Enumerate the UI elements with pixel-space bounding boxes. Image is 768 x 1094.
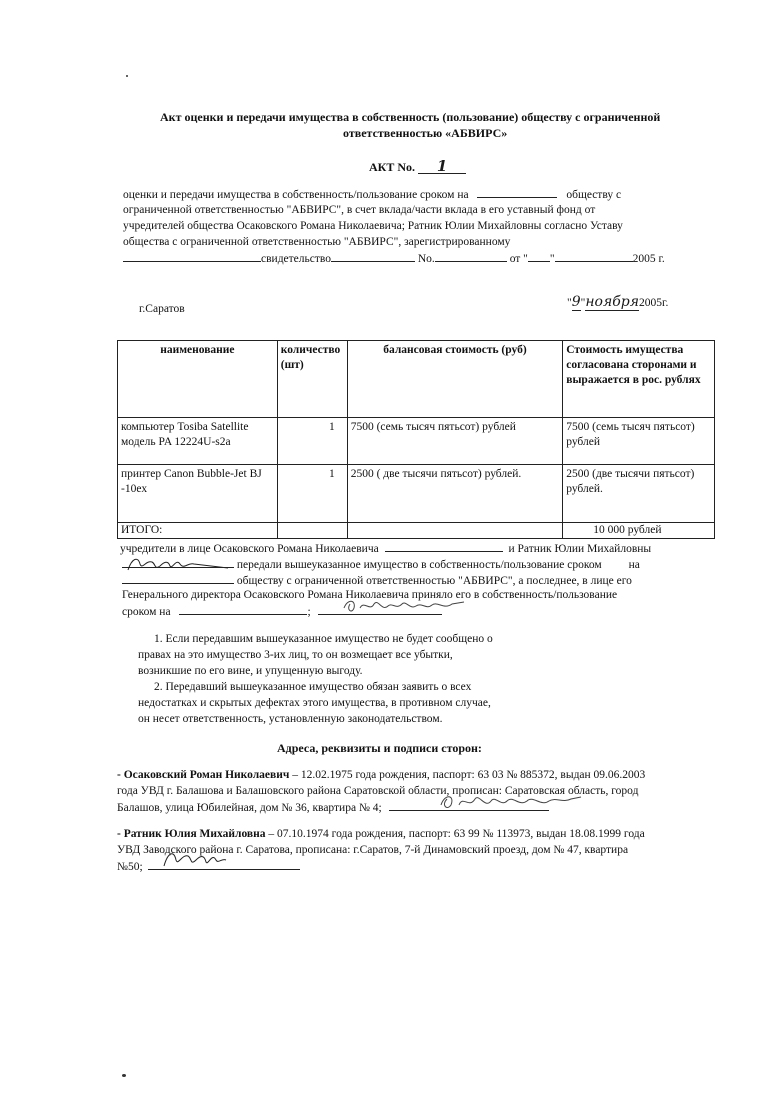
blank bbox=[528, 250, 550, 262]
transfer-line1-text: учредители в лице Осаковского Романа Николаевича bbox=[120, 543, 379, 555]
quote: " bbox=[549, 253, 555, 265]
intro-line5 bbox=[123, 250, 665, 267]
party1-line2: года УВД г. Балашова и Балашовского района Саратовской области, прописан: Саратовская область, город bbox=[117, 785, 639, 797]
transfer-line4: Генерального директора Осаковского Романа Николаевича приняло его в собственность/пользование bbox=[122, 589, 618, 601]
transfer-line2-end: на bbox=[628, 559, 640, 571]
party1-details: – 12.02.1975 года рождения, паспорт: 63 03 № 885372, выдан 09.06.2003 bbox=[289, 769, 646, 781]
document-date bbox=[567, 294, 668, 311]
party1-address: Балашов, улица Юбилейная, дом № 36, квартира № 4; bbox=[117, 802, 382, 814]
date-quote-open: " bbox=[567, 297, 572, 309]
date-quote-close: " bbox=[580, 297, 586, 309]
intro-line3: учредителей общества Осаковского Романа Николаевича; Ратник Юлии Михайловны согласно Уставу bbox=[123, 220, 623, 232]
empty-cell bbox=[277, 523, 347, 539]
act-label-text: АКТ No. bbox=[369, 160, 416, 174]
transfer-line2-text: передали вышеуказанное имущество в собственность/пользование сроком bbox=[236, 559, 602, 571]
item-quantity: 1 bbox=[277, 418, 347, 465]
item-quantity: 1 bbox=[277, 465, 347, 523]
certificate-label: свидетельство bbox=[261, 253, 331, 265]
item-balance-value: 7500 (семь тысяч пятьсот) рублей bbox=[347, 418, 563, 465]
date-day: 9 bbox=[571, 294, 581, 310]
intro-line4: общества с ограниченной ответственностью "АБВИРС", зарегистрированному bbox=[123, 236, 511, 248]
item-name: компьютер Tosiba Satellite модель PA 12224U-s2a bbox=[118, 418, 278, 465]
header-agreed-value: Стоимость имущества согласована сторонами и выражается в рос. рублях bbox=[563, 341, 715, 418]
number-label: No. bbox=[417, 253, 435, 265]
party1-line1 bbox=[117, 767, 645, 783]
item-name: принтер Canon Bubble-Jet BJ -10ex bbox=[118, 465, 278, 523]
table-total-row bbox=[118, 523, 715, 539]
signature-osakovsky-2 bbox=[435, 791, 585, 813]
item-balance-value: 2500 ( две тысячи пятьсот) рублей. bbox=[347, 465, 563, 523]
clause-2-line3: он несет ответственность, установленную законодательством. bbox=[138, 713, 443, 725]
signature-ratnik-2 bbox=[160, 848, 230, 872]
term-blank bbox=[477, 186, 557, 198]
party2-line2: УВД Заводского района г. Саратова, прописана: г.Саратов, 7-й Динамовский проезд, дом № 47, квартира bbox=[117, 844, 629, 856]
header-quantity: количество (шт) bbox=[277, 341, 347, 418]
clause-1-line2: правах на это имущество 3-их лиц, то он возмещает все убытки, bbox=[138, 649, 453, 661]
semicolon: ; bbox=[307, 606, 311, 618]
party2-name: - Ратник Юлия Михайловна bbox=[117, 828, 266, 840]
clause-2-line2: недостатках и скрытых дефектах этого имущества, в противном случае, bbox=[138, 697, 491, 709]
speck bbox=[126, 75, 128, 77]
term-blank bbox=[179, 603, 307, 615]
date-from-label: от " bbox=[509, 253, 528, 265]
table-row bbox=[118, 418, 715, 465]
intro-line2: ограниченной ответственностью "АБВИРС", в счет вклада/части вклада в его уставный фонд от bbox=[123, 204, 596, 216]
intro-line1-end: обществу с bbox=[566, 189, 622, 201]
transfer-line1-end: и Ратник Юлии Михайловны bbox=[508, 543, 652, 555]
act-number: 1 bbox=[418, 159, 466, 174]
intro-line1 bbox=[123, 186, 621, 203]
party1-name: - Осаковский Роман Николаевич bbox=[117, 769, 290, 781]
signature-blank bbox=[122, 556, 234, 568]
header-balance-value: балансовая стоимость (руб) bbox=[347, 341, 563, 418]
blank bbox=[123, 250, 261, 262]
document-title-line1: Акт оценки и передачи имущества в собственность (пользование) обществу с ограниченной bbox=[160, 110, 661, 124]
transfer-line3-text: обществу с ограниченной ответственностью "АБВИРС", а последнее, в лице его bbox=[236, 575, 632, 587]
signature-osakovsky-1 bbox=[340, 596, 470, 616]
speck bbox=[122, 1074, 126, 1077]
party2-address: №50; bbox=[117, 861, 143, 873]
intro-line1-text: оценки и передачи имущества в собственность/пользование сроком на bbox=[123, 189, 469, 201]
header-name: наименование bbox=[118, 341, 278, 418]
clause-1-line3: возникшие по его вине, и упущенную выгоду. bbox=[138, 665, 363, 677]
item-agreed-value: 2500 (две тысячи пятьсот) рублей. bbox=[563, 465, 715, 523]
table-row bbox=[118, 465, 715, 523]
blank bbox=[435, 250, 507, 262]
property-table bbox=[117, 340, 715, 539]
document-title-line2: ответственностью «АБВИРС» bbox=[343, 126, 508, 140]
party2-details: – 07.10.1974 года рождения, паспорт: 63 99 № 113973, выдан 18.08.1999 года bbox=[265, 828, 645, 840]
empty-cell bbox=[347, 523, 563, 539]
blank bbox=[331, 250, 415, 262]
date-year: 2005г. bbox=[639, 297, 669, 309]
place: г.Саратов bbox=[139, 303, 185, 315]
act-label bbox=[369, 159, 466, 175]
term-blank bbox=[122, 572, 234, 584]
transfer-line2 bbox=[122, 556, 640, 573]
clause-1-line1: 1. Если передавшим вышеуказанное имущество не будет сообщено о bbox=[154, 633, 493, 645]
clause-2-line1: 2. Передавший вышеуказанное имущество обязан заявить о всех bbox=[154, 681, 472, 693]
table-header-row bbox=[118, 341, 715, 418]
total-value: 10 000 рублей bbox=[563, 523, 715, 539]
total-label: ИТОГО: bbox=[118, 523, 278, 539]
item-agreed-value: 7500 (семь тысяч пятьсот) рублей bbox=[563, 418, 715, 465]
blank bbox=[555, 250, 633, 262]
transfer-line5-text: сроком на bbox=[122, 606, 171, 618]
signature-blank bbox=[385, 540, 503, 552]
addresses-title: Адреса, реквизиты и подписи сторон: bbox=[277, 741, 482, 755]
party2-line1 bbox=[117, 826, 645, 842]
date-month: ноября bbox=[585, 294, 640, 310]
year: 2005 г. bbox=[632, 253, 665, 265]
